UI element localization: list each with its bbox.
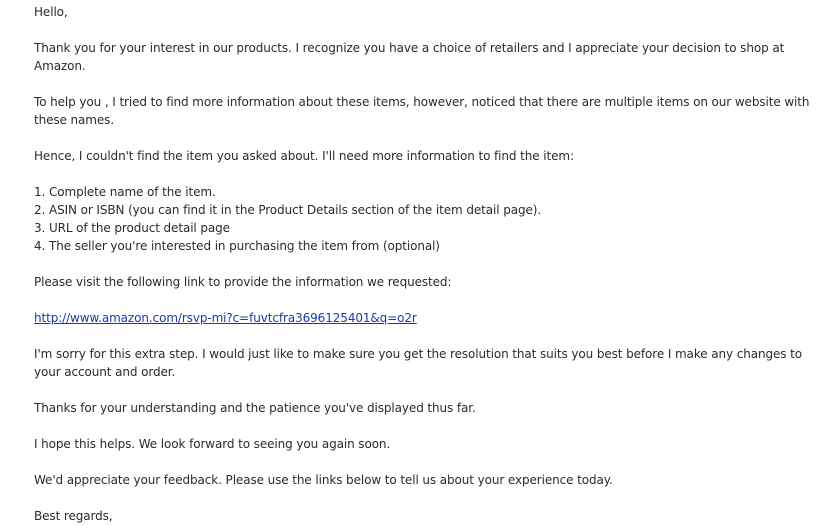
email-body: [34, 3, 810, 525]
spacer: [34, 75, 794, 93]
link-intro: Please visit the following link to provide the information we requested:: [34, 275, 452, 289]
list-item: 4. The seller you're interested in purchasing the item from (optional): [34, 239, 440, 253]
feedback-line: We'd appreciate your feedback. Please use the links below to tell us about your experience today.: [34, 473, 613, 487]
list-item: 2. ASIN or ISBN (you can find it in the Product Details section of the item detail page).: [34, 203, 542, 217]
rsvp-link-line: [34, 309, 794, 327]
spacer: [34, 327, 794, 345]
spacer: [34, 291, 794, 309]
apology-line-1: I'm sorry for this extra step. I would just like to make sure you get the resolution that suits you best before I make any changes to: [34, 347, 802, 361]
apology-line-2: your account and order.: [34, 365, 176, 379]
rsvp-link[interactable]: http://www.amazon.com/rsvp-mi?c=fuvtcfra3696125401&q=o2r: [34, 311, 417, 325]
spacer: [34, 255, 794, 273]
spacer: [34, 489, 794, 507]
hope-line: I hope this helps. We look forward to seeing you again soon.: [34, 437, 391, 451]
spacer: [34, 453, 794, 471]
spacer: [34, 21, 794, 39]
spacer: [34, 381, 794, 399]
list-item: 3. URL of the product detail page: [34, 221, 230, 235]
request-intro: Hence, I couldn't find the item you asked about. I'll need more information to find the item:: [34, 149, 574, 163]
thanks-line: Thanks for your understanding and the patience you've displayed thus far.: [34, 401, 476, 415]
intro-line-2: Amazon.: [34, 59, 86, 73]
help-line-2: these names.: [34, 113, 115, 127]
greeting: Hello,: [34, 5, 68, 19]
closing-line: Best regards,: [34, 509, 113, 523]
spacer: [34, 129, 794, 147]
spacer: [34, 165, 794, 183]
help-line-1: To help you , I tried to find more information about these items, however, noticed that there are multiple items on our website with: [34, 95, 810, 109]
list-item: 1. Complete name of the item.: [34, 185, 216, 199]
intro-line-1: Thank you for your interest in our products. I recognize you have a choice of retailers and I appreciate your decision to shop at: [34, 41, 785, 55]
spacer: [34, 417, 794, 435]
